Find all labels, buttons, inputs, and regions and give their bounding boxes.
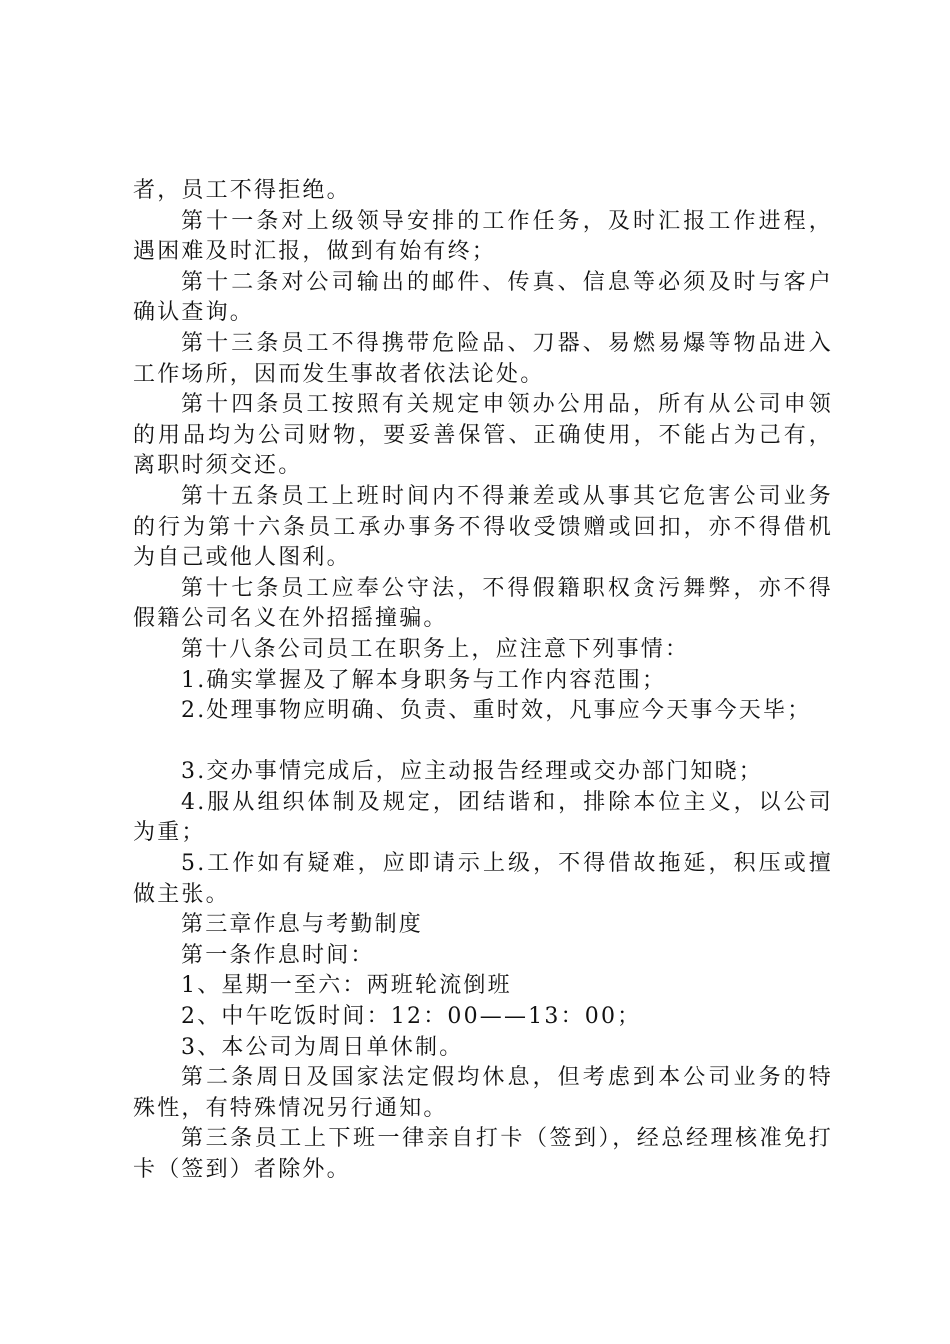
paragraph-article-14: 第十四条员工按照有关规定申领办公用品，所有从公司申领的用品均为公司财物，要妥善保管、正确使用，不能占为己有，离职时须交还。 bbox=[133, 392, 833, 479]
list-item-4: 4.服从组织体制及规定，团结谐和，排除本位主义，以公司为重； bbox=[133, 789, 833, 846]
list-item-5: 5.工作如有疑难，应即请示上级，不得借故拖延，积压或擅做主张。 bbox=[133, 851, 833, 907]
paragraph-chapter3-article-2: 第二条周日及国家法定假均休息，但考虑到本公司业务的特殊性，有特殊情况另行通知。 bbox=[133, 1065, 833, 1121]
paragraph-article-13: 第十三条员工不得携带危险品、刀器、易燃易爆等物品进入工作场所，因而发生事故者依法论处。 bbox=[133, 330, 833, 387]
paragraph-article-17: 第十七条员工应奉公守法，不得假籍职权贪污舞弊，亦不得假籍公司名义在外招摇撞骗。 bbox=[133, 575, 833, 632]
list-item-1: 1.确实掌握及了解本身职务与工作内容范围； bbox=[181, 667, 667, 693]
list-item-2: 2.处理事物应明确、负责、重时效，凡事应今天事今天毕； bbox=[181, 698, 812, 724]
paragraph-article-11: 第十一条对上级领导安排的工作任务，及时汇报工作进程，遇困难及时汇报，做到有始有终； bbox=[133, 208, 833, 265]
paragraph-article-18: 第十八条公司员工在职务上，应注意下列事情： bbox=[181, 636, 690, 662]
document-body bbox=[133, 176, 833, 1186]
schedule-item-3: 3、本公司为周日单休制。 bbox=[181, 1034, 464, 1060]
schedule-item-1: 1、星期一至六：两班轮流倒班 bbox=[181, 973, 512, 999]
chapter-heading: 第三章作息与考勤制度 bbox=[181, 912, 424, 938]
paragraph-continuation: 者，员工不得拒绝。 bbox=[133, 178, 351, 203]
blank-line bbox=[133, 727, 833, 758]
paragraph-chapter3-article-3: 第三条员工上下班一律亲自打卡（签到），经总经理核准免打卡（签到）者除外。 bbox=[133, 1126, 833, 1182]
paragraph-article-15-16: 第十五条员工上班时间内不得兼差或从事其它危害公司业务的行为第十六条员工承办事务不得收受馈赠或回扣，亦不得借机为自己或他人图利。 bbox=[133, 483, 833, 571]
schedule-item-2: 2、中午吃饭时间：12：00——13：00； bbox=[181, 1004, 642, 1030]
paragraph-article-12: 第十二条对公司输出的邮件、传真、信息等必须及时与客户确认查询。 bbox=[133, 269, 833, 326]
paragraph-chapter3-article-1: 第一条作息时间： bbox=[181, 942, 375, 968]
list-item-3: 3.交办事情完成后，应主动报告经理或交办部门知晓； bbox=[181, 759, 763, 785]
